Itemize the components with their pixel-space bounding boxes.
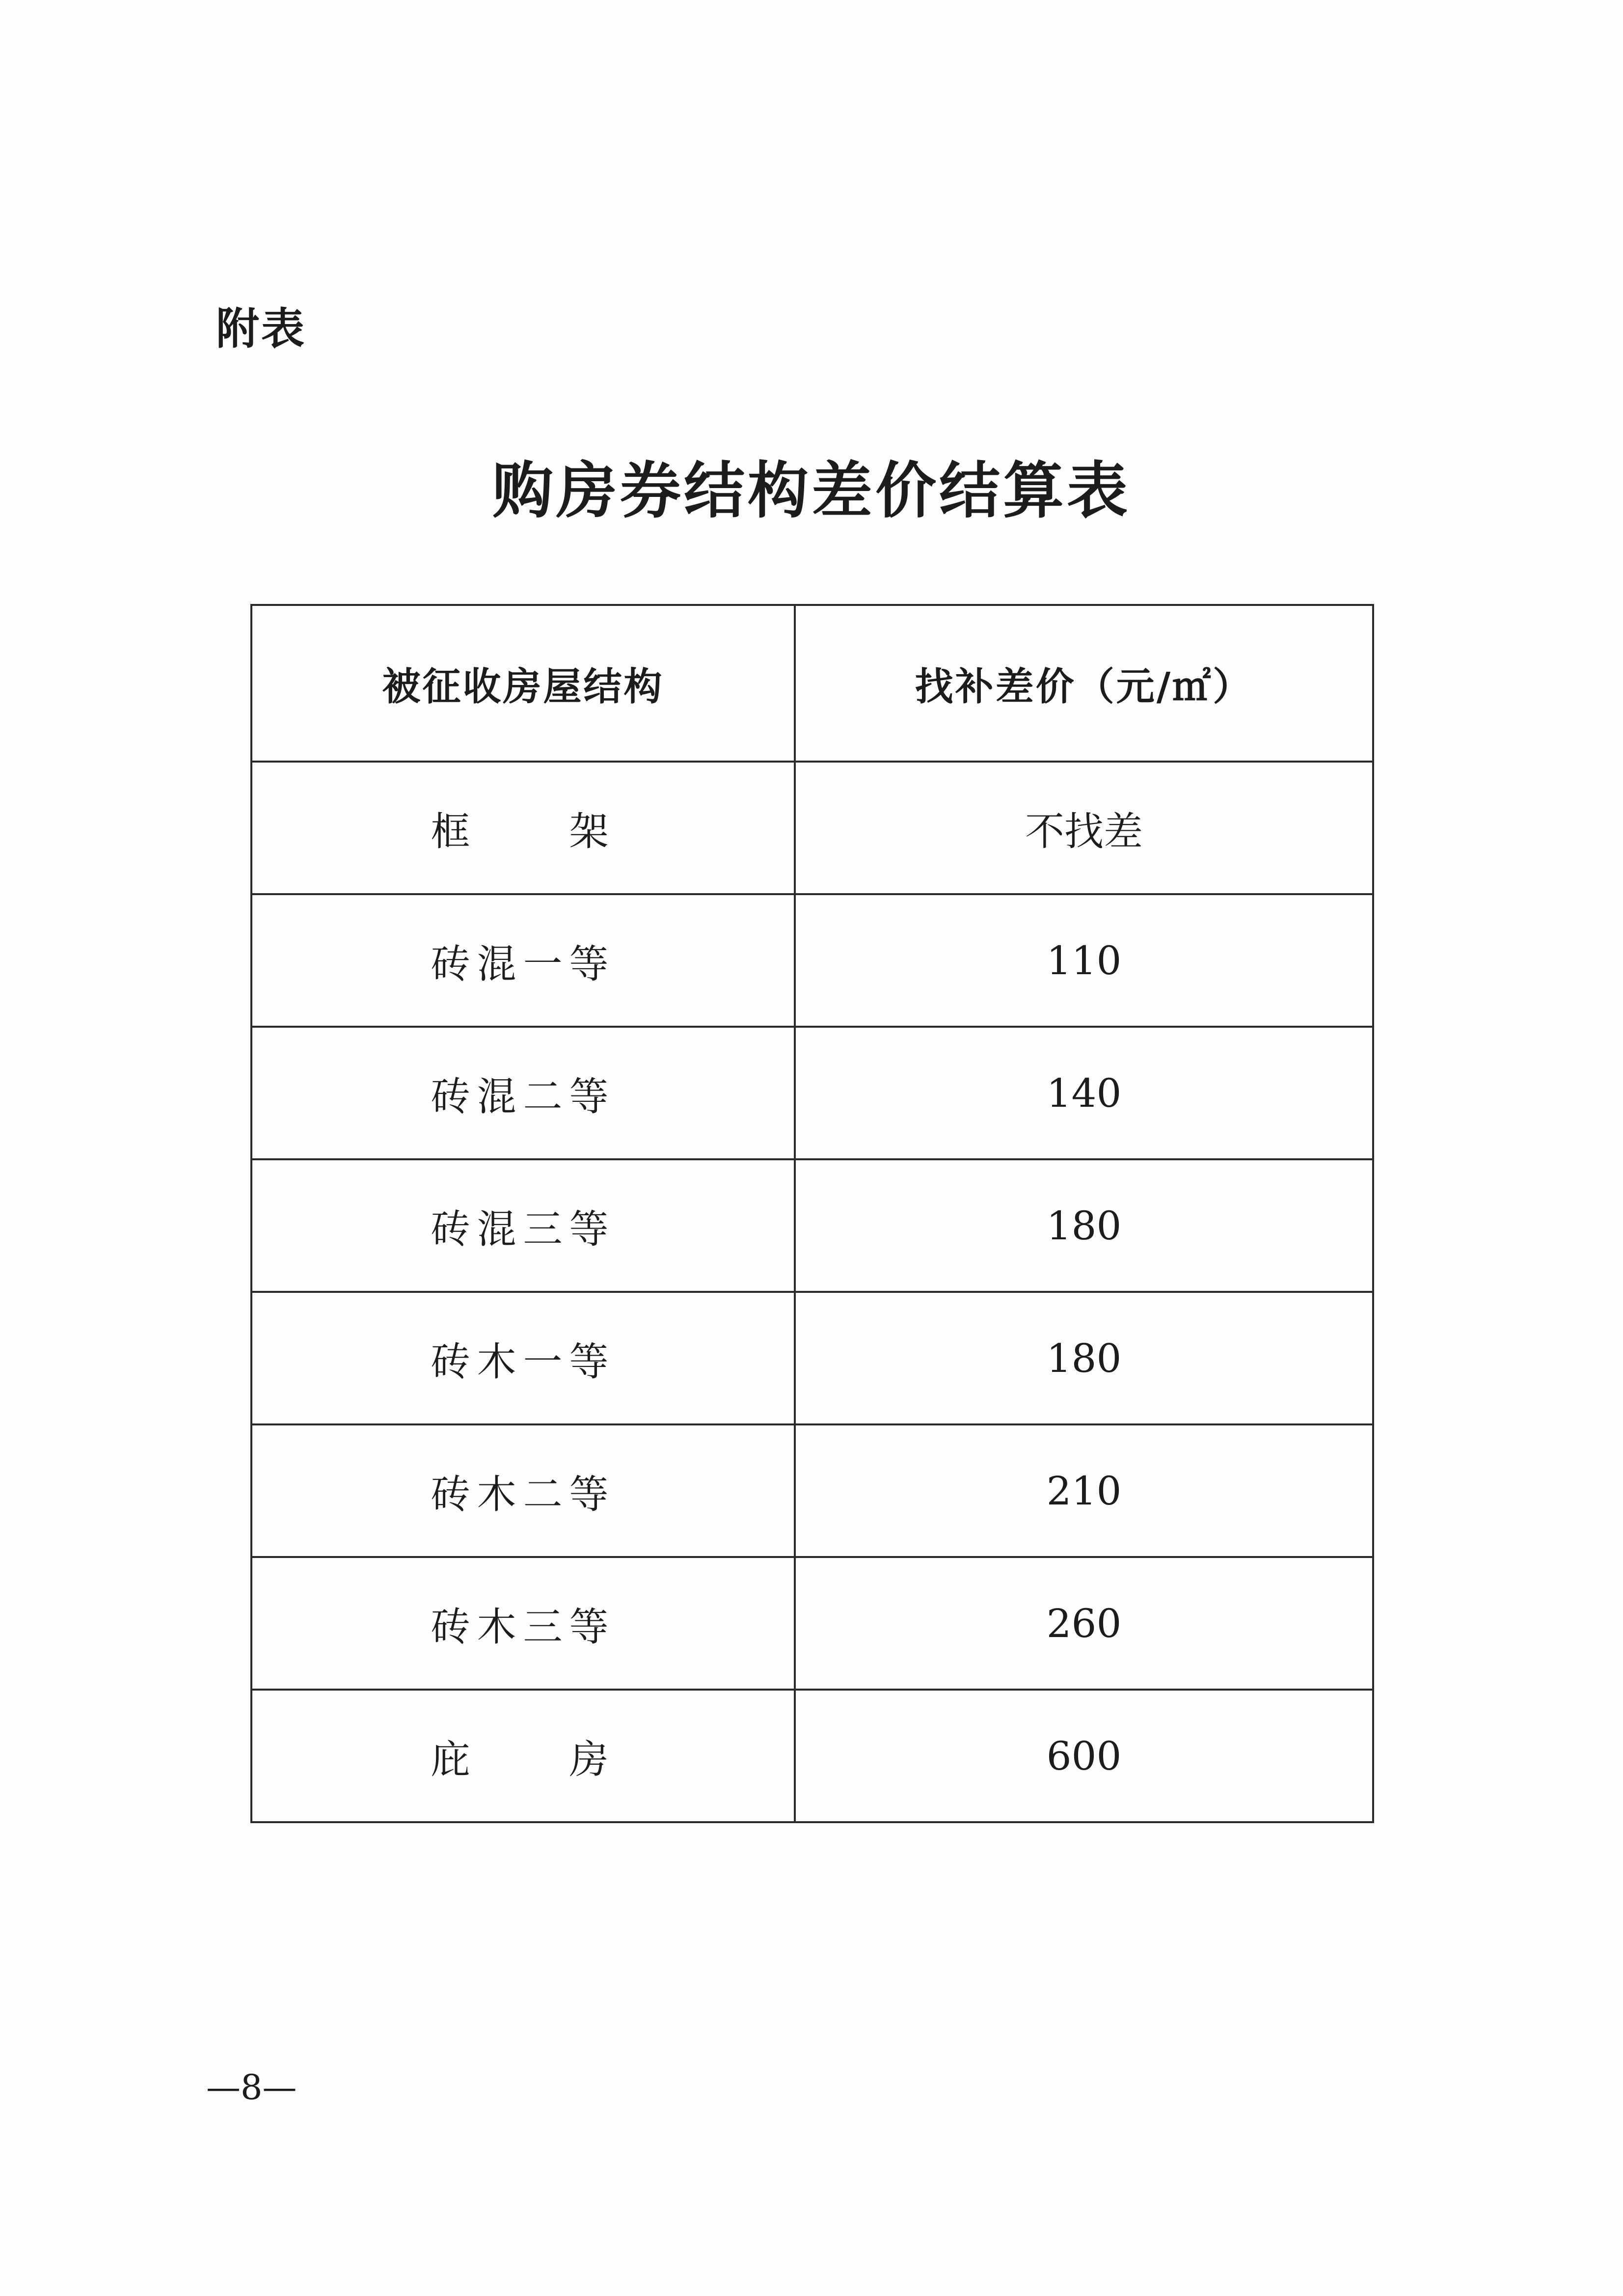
cell-price: 180 <box>795 1159 1373 1292</box>
cell-price: 140 <box>795 1027 1373 1159</box>
settlement-table <box>250 604 1374 1823</box>
table-row <box>251 1557 1373 1690</box>
cell-structure: 砖木二等 <box>251 1424 795 1557</box>
header-price: 找补差价（元/㎡） <box>795 605 1373 762</box>
table-row <box>251 1424 1373 1557</box>
cell-price: 不找差 <box>795 762 1373 894</box>
page-number: —8— <box>206 2067 297 2107</box>
attachment-label: 附表 <box>216 303 307 354</box>
table-row <box>251 1292 1373 1424</box>
cell-structure: 砖木一等 <box>251 1292 795 1424</box>
table-row <box>251 1159 1373 1292</box>
table-row <box>251 1690 1373 1822</box>
cell-structure: 庇 房 <box>251 1690 795 1822</box>
table-row <box>251 1027 1373 1159</box>
cell-price: 260 <box>795 1557 1373 1690</box>
table-row <box>251 762 1373 894</box>
cell-price: 180 <box>795 1292 1373 1424</box>
table-header-row <box>251 605 1373 762</box>
settlement-table-container <box>250 604 1372 1823</box>
cell-price: 600 <box>795 1690 1373 1822</box>
header-structure: 被征收房屋结构 <box>251 605 795 762</box>
table-row <box>251 894 1373 1027</box>
cell-price: 210 <box>795 1424 1373 1557</box>
cell-structure: 砖混一等 <box>251 894 795 1027</box>
cell-structure: 砖混三等 <box>251 1159 795 1292</box>
cell-structure: 砖混二等 <box>251 1027 795 1159</box>
cell-structure: 框 架 <box>251 762 795 894</box>
cell-price: 110 <box>795 894 1373 1027</box>
cell-structure: 砖木三等 <box>251 1557 795 1690</box>
document-title: 购房券结构差价结算表 <box>492 455 1131 526</box>
